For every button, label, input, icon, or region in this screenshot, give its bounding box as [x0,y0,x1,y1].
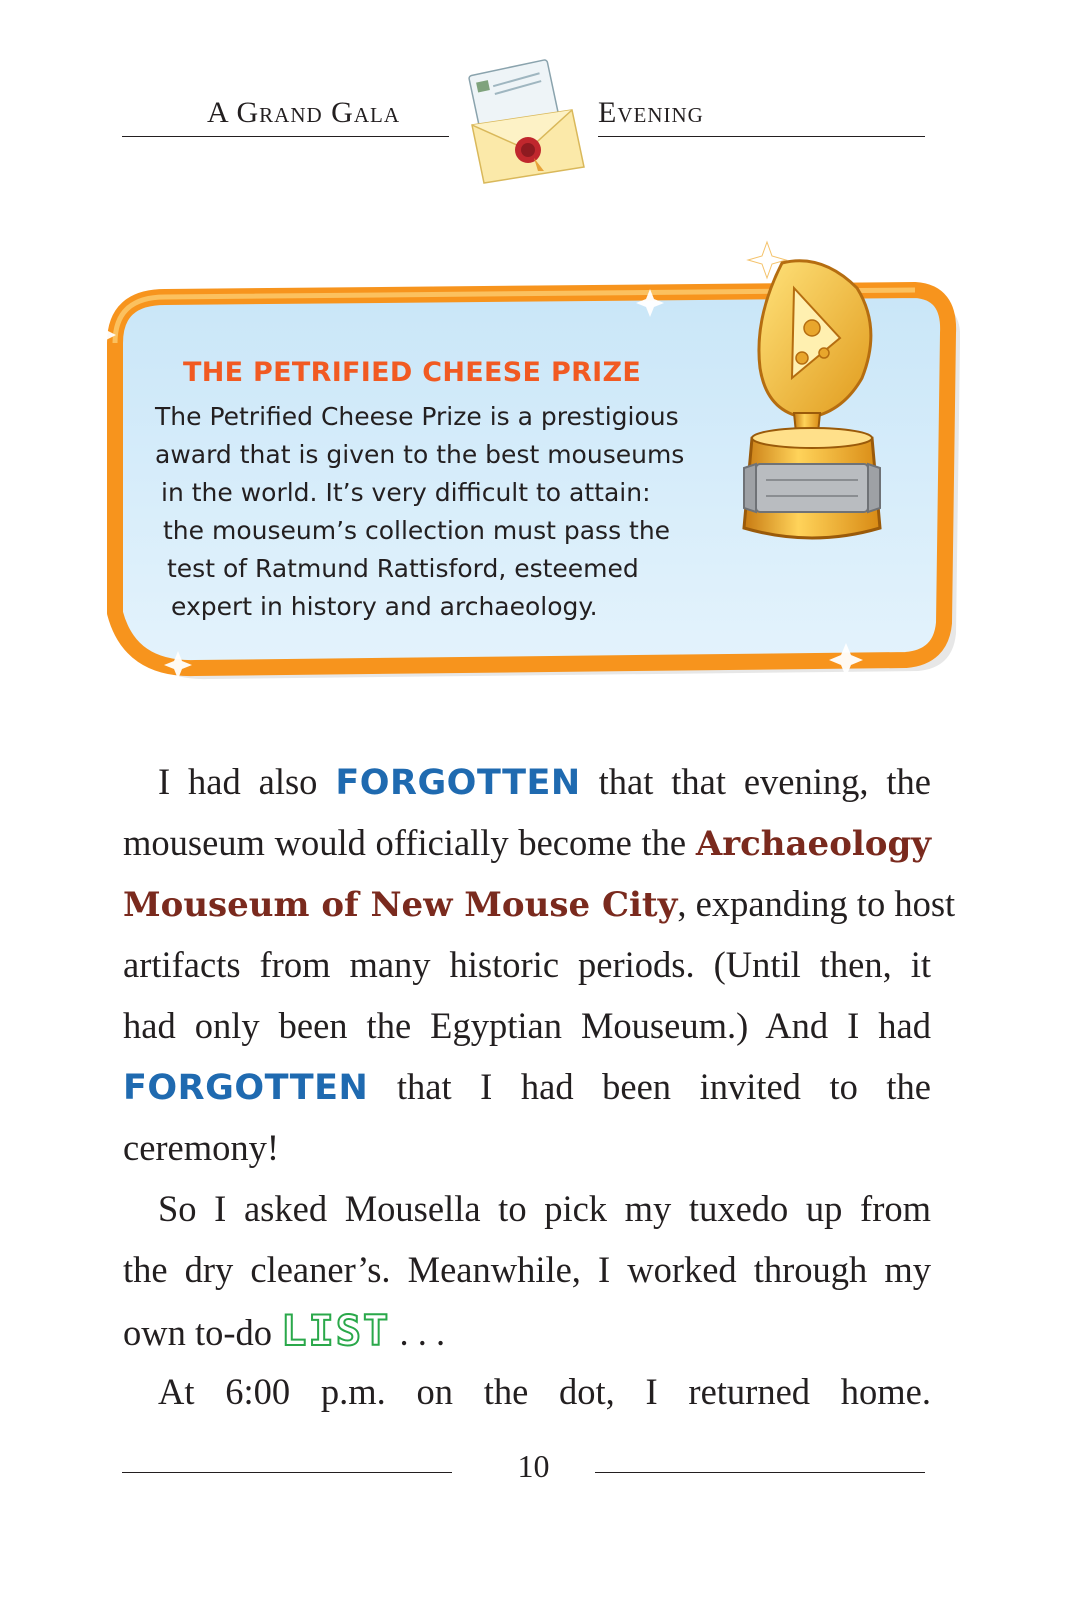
story-line: So I asked Mousella to pick my tuxedo up from [158,1188,931,1229]
story-text: I had also [158,761,318,802]
emphasis-forgotten: FORGOTTEN [335,763,581,803]
info-box-title: THE PETRIFIED CHEESE PRIZE [183,357,642,388]
info-box-line: award that is given to the best mouseums [155,440,685,469]
story-line [158,751,931,812]
page-number: 10 [517,1448,550,1484]
story-text: mouseum would officially become the [123,822,687,863]
info-box-line: The Petrified Cheese Prize is a prestigious [155,402,679,431]
emphasis-forgotten: FORGOTTEN [123,1068,369,1108]
emphasis-museum-name: Archaeology [695,824,931,864]
story-line: the dry cleaner’s. Meanwhile, I worked through my [123,1249,931,1290]
header-rule-left [122,136,449,137]
emphasis-list: LIST [281,1306,391,1355]
story-line: ceremony! [123,1127,280,1168]
story-line [123,812,931,873]
info-box-line: the mouseum’s collection must pass the [163,516,671,545]
story-text: that that evening, the [598,761,932,802]
story-line: artifacts from many historic periods. (Until then, it [123,944,931,985]
story-line [123,1300,931,1361]
info-box [155,357,725,626]
story-text: own to-do [123,1312,273,1353]
story-line: At 6:00 p.m. on the dot, I returned home. [158,1371,931,1412]
story-text: . . . [399,1312,446,1353]
running-head-right: Evening [598,96,704,129]
info-box-line: expert in history and archaeology. [171,592,598,621]
info-box-line: test of Ratmund Rattisford, esteemed [167,554,639,583]
info-box-line: in the world. It’s very difficult to attain: [161,478,651,507]
info-box-body [155,398,725,626]
cheese-trophy-icon [722,228,902,573]
story-text: , expanding to host [677,883,956,924]
header-rule-right [598,136,925,137]
story-line [123,1056,931,1117]
story-text: that I had been invited to the [396,1066,932,1107]
running-head-left: A Grand Gala [207,96,401,129]
emphasis-museum-name: Mouseum of New Mouse City [123,885,678,925]
story-line [123,873,956,934]
sealed-letter-icon [462,55,592,190]
story-line: had only been the Egyptian Mouseum.) And I had [123,1005,931,1046]
